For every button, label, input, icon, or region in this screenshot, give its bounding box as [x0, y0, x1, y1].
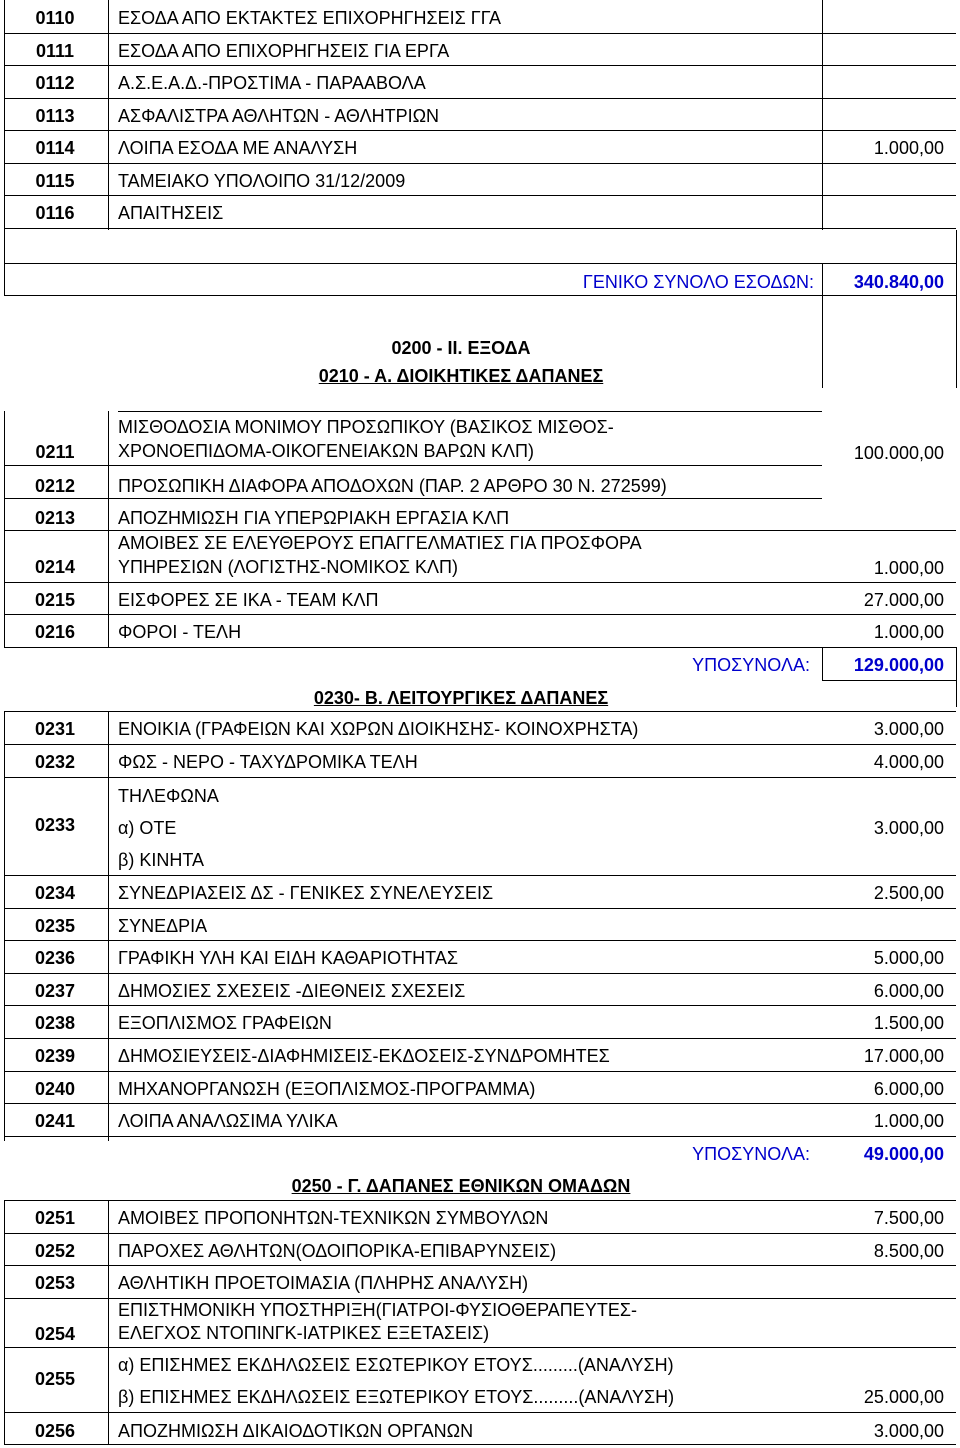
row-divider — [4, 614, 956, 615]
row-code: 0110 — [35, 8, 75, 29]
row-code: 0235 — [34, 915, 76, 936]
row-divider — [4, 1298, 956, 1299]
row-code: 0238 — [34, 1013, 76, 1034]
row-divider — [4, 295, 956, 296]
row-amount: 27.000,00 — [863, 590, 944, 610]
row-code: 0232 — [34, 752, 76, 772]
row-divider — [4, 65, 956, 66]
row-description: ΑΠΑΙΤΗΣΕΙΣ — [118, 203, 224, 224]
row-divider — [4, 1200, 956, 1201]
row-code: 0241 — [34, 1111, 76, 1132]
column-divider — [4, 230, 5, 295]
row-description: ΜΙΣΘΟΔΟΣΙΑ ΜΟΝΙΜΟΥ ΠΡΟΣΩΠΙΚΟΥ (ΒΑΣΙΚΟΣ ΜΙΣΘΟΣ- — [118, 417, 614, 437]
grand-total-label: ΓΕΝΙΚΟ ΣΥΝΟΛΟ ΕΣΟΔΩΝ: — [582, 272, 814, 292]
section-a-title: 0210 - Α. ΔΙΟΙΚΗΤΙΚΕΣ ΔΑΠΑΝΕΣ — [318, 366, 604, 386]
row-description: ΔΗΜΟΣΙΕΣ ΣΧΕΣΕΙΣ -ΔΙΕΘΝΕΙΣ ΣΧΕΣΕΙΣ — [118, 980, 466, 1001]
row-code: 0255 — [34, 1369, 76, 1389]
row-amount: 6.000,00 — [873, 980, 944, 1001]
row-description: ΑΠΟΖΗΜΙΩΣΗ ΔΙΚΑΙΟΔΟΤΙΚΩΝ ΟΡΓΑΝΩΝ — [118, 1421, 474, 1441]
subtotal-b-label: ΥΠΟΣΥΝΟΛΑ: — [692, 1144, 810, 1164]
row-description: ΕΝΟΙΚΙΑ (ΓΡΑΦΕΙΩΝ ΚΑΙ ΧΩΡΩΝ ΔΙΟΙΚΗΣΗΣ- ΚΟΙΝΟΧΡΗΣΤΑ) — [118, 719, 639, 739]
row-divider — [4, 1103, 956, 1104]
row-code: 0212 — [34, 476, 76, 496]
row-divider — [4, 582, 956, 583]
column-divider — [108, 1200, 109, 1444]
row-amount: 3.000,00 — [873, 1421, 944, 1441]
grand-total-amount: 340.840,00 — [853, 272, 944, 292]
column-divider — [822, 263, 823, 388]
row-amount: 3.000,00 — [873, 719, 944, 739]
row-divider — [4, 163, 956, 164]
row-code: 0111 — [35, 40, 75, 61]
column-divider — [956, 230, 957, 295]
row-code: 0252 — [34, 1240, 76, 1261]
row-divider — [4, 875, 956, 876]
row-code: 0214 — [34, 557, 76, 577]
row-code: 0233 — [34, 815, 76, 835]
row-description: ΕΞΟΠΛΙΣΜΟΣ ΓΡΑΦΕΙΩΝ — [118, 1013, 332, 1034]
row-divider — [4, 1071, 956, 1072]
row-description: ΦΟΡΟΙ - ΤΕΛΗ — [118, 622, 242, 642]
row-code: 0112 — [35, 73, 75, 94]
row-code: 0239 — [34, 1046, 76, 1066]
row-description: ΥΠΗΡΕΣΙΩΝ (ΛΟΓΙΣΤΗΣ-ΝΟΜΙΚΟΣ ΚΛΠ) — [118, 557, 458, 577]
row-divider — [4, 530, 956, 531]
row-divider — [4, 711, 956, 712]
row-divider — [4, 1265, 956, 1266]
row-divider — [4, 744, 956, 745]
row-code: 0213 — [34, 508, 76, 528]
row-code: 0113 — [35, 105, 75, 126]
row-description: ΑΠΟΖΗΜΙΩΣΗ ΓΙΑ ΥΠΕΡΩΡΙΑΚΗ ΕΡΓΑΣΙΑ ΚΛΠ — [118, 508, 510, 528]
row-code: 0116 — [35, 203, 75, 224]
row-description: ΛΟΙΠΑ ΑΝΑΛΩΣΙΜΑ ΥΛΙΚΑ — [118, 1111, 338, 1132]
row-divider — [4, 1038, 956, 1039]
row-divider — [4, 940, 956, 941]
row-description: ΛΟΙΠΑ ΕΣΟΔΑ ΜΕ ΑΝΑΛΥΣΗ — [118, 138, 358, 159]
row-divider — [4, 465, 822, 466]
column-divider — [108, 0, 109, 230]
row-divider — [4, 1444, 956, 1445]
section-ii-title: 0200 - ΙΙ. ΕΞΟΔΑ — [391, 338, 531, 358]
column-divider — [4, 1200, 5, 1444]
row-divider — [4, 263, 956, 264]
row-description: ΧΡΟΝΟΕΠΙΔΟΜΑ-ΟΙΚΟΓΕΝΕΙΑΚΩΝ ΒΑΡΩΝ ΚΛΠ) — [118, 441, 535, 461]
row-code: 0231 — [34, 719, 76, 739]
row-code: 0216 — [34, 622, 76, 642]
row-divider — [4, 1412, 956, 1413]
row-divider — [118, 411, 822, 412]
column-divider — [4, 711, 5, 1141]
row-code: 0211 — [35, 442, 75, 462]
row-divider — [4, 228, 956, 229]
row-description: ΜΗΧΑΝΟΡΓΑΝΩΣΗ (ΕΞΟΠΛΙΣΜΟΣ-ΠΡΟΓΡΑΜΜΑ) — [118, 1078, 536, 1099]
column-divider — [108, 711, 109, 1141]
row-description: ΑΣΦΑΛΙΣΤΡΑ ΑΘΛΗΤΩΝ - ΑΘΛΗΤΡΙΩΝ — [118, 105, 440, 126]
row-code: 0240 — [34, 1078, 76, 1099]
column-divider — [4, 0, 5, 230]
row-description: ΑΜΟΙΒΕΣ ΠΡΟΠΟΝΗΤΩΝ-ΤΕΧΝΙΚΩΝ ΣΥΜΒΟΥΛΩΝ — [118, 1208, 549, 1228]
row-divider — [4, 195, 956, 196]
row-code: 0237 — [34, 980, 76, 1001]
row-description: ΠΑΡΟΧΕΣ ΑΘΛΗΤΩΝ(ΟΔΟΙΠΟΡΙΚΑ-ΕΠΙΒΑΡΥΝΣΕΙΣ) — [118, 1240, 557, 1261]
row-amount: 3.000,00 — [873, 818, 944, 838]
row-description: β) ΕΠΙΣΗΜΕΣ ΕΚΔΗΛΩΣΕΙΣ ΕΞΩΤΕΡΙΚΟΥ ΕΤΟΥΣ.........(ΑΝΑΛΥΣΗ) — [118, 1387, 675, 1407]
section-c-title: 0250 - Γ. ΔΑΠΑΝΕΣ ΕΘΝΙΚΩΝ ΟΜΑΔΩΝ — [291, 1176, 631, 1196]
row-code: 0114 — [35, 138, 75, 159]
row-description: ΕΣΟΔΑ ΑΠΟ ΕΚΤΑΚΤΕΣ ΕΠΙΧΟΡΗΓΗΣΕΙΣ ΓΓΑ — [118, 8, 501, 29]
row-description: ΣΥΝΕΔΡΙΑΣΕΙΣ ΔΣ - ΓΕΝΙΚΕΣ ΣΥΝΕΛΕΥΣΕΙΣ — [118, 883, 494, 903]
row-amount: 1.000,00 — [873, 558, 944, 578]
column-divider — [108, 411, 109, 647]
row-amount: 1.000,00 — [873, 1111, 944, 1132]
row-description: ΦΩΣ - ΝΕΡΟ - ΤΑΧΥΔΡΟΜΙΚΑ ΤΕΛΗ — [118, 752, 418, 772]
row-description: ΣΥΝΕΔΡΙΑ — [118, 915, 208, 936]
subtotal-a-amount: 129.000,00 — [853, 655, 944, 675]
row-divider — [4, 1005, 956, 1006]
row-divider — [4, 1233, 956, 1234]
row-code: 0253 — [34, 1273, 76, 1293]
row-divider — [4, 1347, 956, 1348]
row-amount: 1.000,00 — [873, 138, 944, 159]
row-code: 0254 — [34, 1324, 76, 1344]
column-divider — [956, 647, 957, 707]
row-amount: 7.500,00 — [873, 1208, 944, 1228]
row-code: 0251 — [34, 1208, 76, 1228]
row-description: ΔΗΜΟΣΙΕΥΣΕΙΣ-ΔΙΑΦΗΜΙΣΕΙΣ-ΕΚΔΟΣΕΙΣ-ΣΥΝΔΡΟΜΗΤΕΣ — [118, 1046, 610, 1066]
row-divider — [4, 33, 956, 34]
row-code: 0115 — [35, 170, 75, 191]
row-description: ΕΙΣΦΟΡΕΣ ΣΕ ΙΚΑ - ΤΕΑΜ ΚΛΠ — [118, 590, 379, 610]
subtotal-a-label: ΥΠΟΣΥΝΟΛΑ: — [692, 655, 810, 675]
row-divider — [822, 680, 956, 681]
row-description: ΕΣΟΔΑ ΑΠΟ ΕΠΙΧΟΡΗΓΗΣΕΙΣ ΓΙΑ ΕΡΓΑ — [118, 40, 450, 61]
column-divider — [4, 411, 5, 647]
row-description: ΕΠΙΣΤΗΜΟΝΙΚΗ ΥΠΟΣΤΗΡΙΞΗ(ΓΙΑΤΡΟΙ-ΦΥΣΙΟΘΕΡΑΠΕΥΤΕΣ- — [118, 1300, 637, 1320]
row-description: ΕΛΕΓΧΟΣ ΝΤΟΠΙΝΓΚ-ΙΑΤΡΙΚΕΣ ΕΞΕΤΑΣΕΙΣ) — [118, 1323, 490, 1343]
column-divider — [822, 0, 823, 230]
section-b-title: 0230- Β. ΛΕΙΤΟΥΡΓΙΚΕΣ ΔΑΠΑΝΕΣ — [313, 688, 609, 708]
column-divider — [822, 647, 823, 680]
subtotal-b-amount: 49.000,00 — [863, 1144, 944, 1164]
row-description: ΤΑΜΕΙΑΚΟ ΥΠΟΛΟΙΠΟ 31/12/2009 — [118, 170, 406, 191]
row-amount: 2.500,00 — [873, 883, 944, 903]
row-code: 0234 — [34, 883, 76, 903]
row-amount: 100.000,00 — [853, 443, 944, 463]
row-amount: 8.500,00 — [873, 1240, 944, 1261]
row-divider — [4, 908, 956, 909]
row-divider — [4, 130, 956, 131]
row-divider — [4, 498, 822, 499]
row-divider — [4, 647, 956, 648]
row-code: 0236 — [34, 948, 76, 969]
row-amount: 17.000,00 — [863, 1046, 944, 1066]
row-description: ΓΡΑΦΙΚΗ ΥΛΗ ΚΑΙ ΕΙΔΗ ΚΑΘΑΡΙΟΤΗΤΑΣ — [118, 948, 458, 969]
row-amount: 5.000,00 — [873, 948, 944, 969]
row-description: β) ΚΙΝΗΤΑ — [118, 850, 205, 870]
row-amount: 4.000,00 — [873, 752, 944, 772]
row-divider — [4, 1136, 956, 1137]
row-description: ΠΡΟΣΩΠΙΚΗ ΔΙΑΦΟΡΑ ΑΠΟΔΟΧΩΝ (ΠΑΡ. 2 ΑΡΘΡΟ 30 Ν. 272599) — [118, 476, 667, 496]
row-divider — [4, 777, 956, 778]
row-code: 0256 — [34, 1421, 76, 1441]
row-description: α) ΕΠΙΣΗΜΕΣ ΕΚΔΗΛΩΣΕΙΣ ΕΣΩΤΕΡΙΚΟΥ ΕΤΟΥΣ.........(ΑΝΑΛΥΣΗ) — [118, 1355, 674, 1375]
row-description: ΑΜΟΙΒΕΣ ΣΕ ΕΛΕΥΘΕΡΟΥΣ ΕΠΑΓΓΕΛΜΑΤΙΕΣ ΓΙΑ ΠΡΟΣΦΟΡΑ — [118, 533, 642, 553]
row-code: 0215 — [34, 590, 76, 610]
row-description: ΑΘΛΗΤΙΚΗ ΠΡΟΕΤΟΙΜΑΣΙΑ (ΠΛΗΡΗΣ ΑΝΑΛΥΣΗ) — [118, 1273, 529, 1293]
row-amount: 25.000,00 — [863, 1387, 944, 1407]
row-divider — [4, 973, 956, 974]
row-description: Α.Σ.Ε.Α.Δ.-ΠΡΟΣΤΙΜΑ - ΠΑΡΑΑΒΟΛΑ — [118, 73, 426, 94]
row-amount: 1.500,00 — [873, 1013, 944, 1034]
row-description: ΤΗΛΕΦΩΝΑ — [118, 786, 219, 806]
column-divider — [956, 295, 957, 388]
row-divider — [4, 98, 956, 99]
row-description: α) ΟΤΕ — [118, 818, 177, 838]
row-amount: 6.000,00 — [873, 1078, 944, 1099]
row-amount: 1.000,00 — [873, 622, 944, 642]
